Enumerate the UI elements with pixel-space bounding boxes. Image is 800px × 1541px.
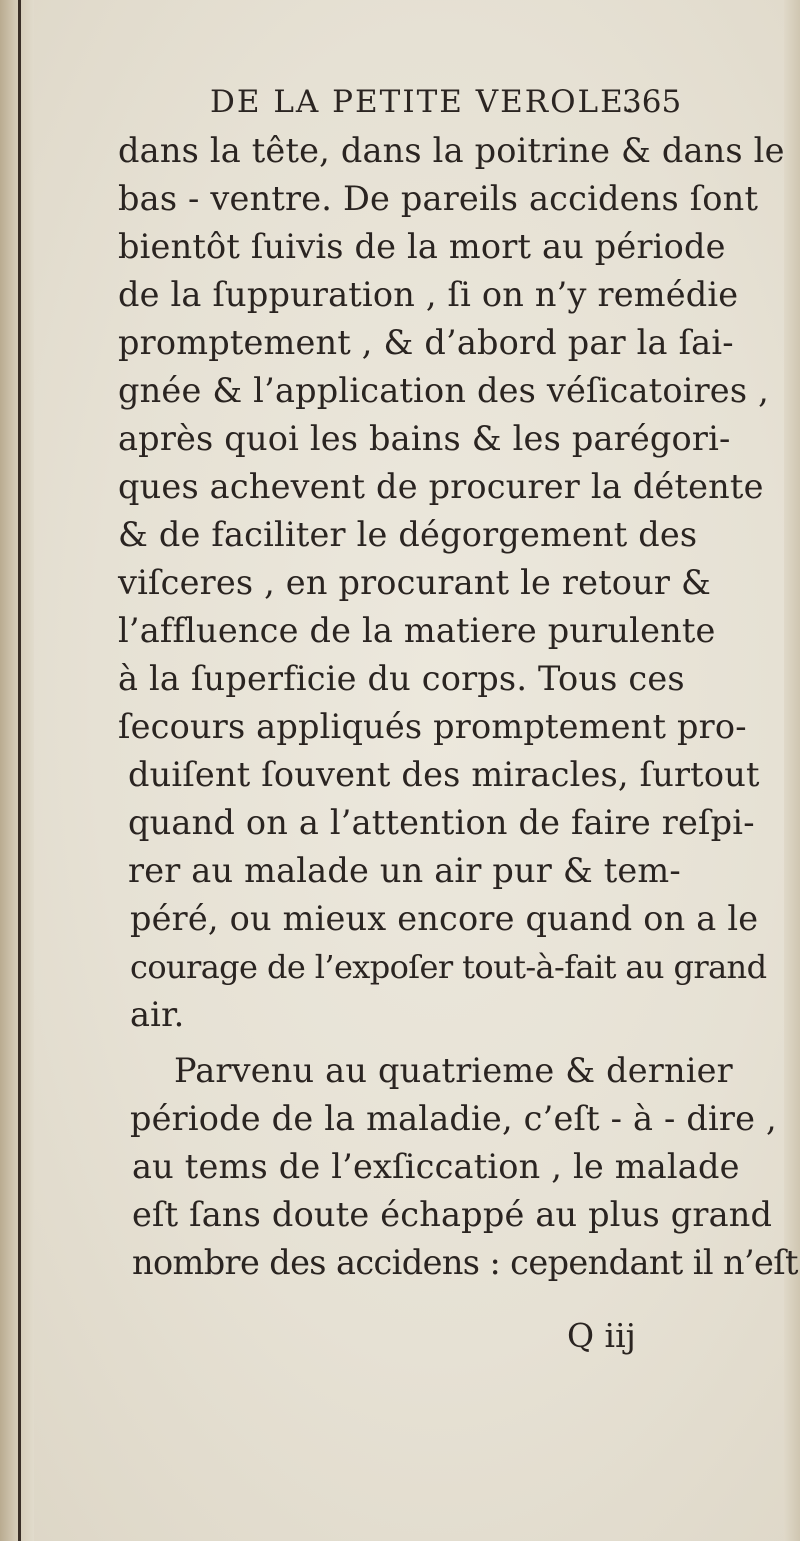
text-line: viſceres , en procurant le retour & — [118, 563, 712, 602]
text-line: au tems de l’exſiccation , le malade — [132, 1147, 740, 1186]
page-number: 365 — [622, 84, 682, 120]
text-line: bientôt ſuivis de la mort au période — [118, 227, 726, 266]
text-line: duiſent ſouvent des miracles, ſurtout — [128, 755, 760, 794]
page-right-edge — [784, 0, 800, 1541]
signature-mark: Q iij — [567, 1316, 636, 1355]
text-line: à la ſuperficie du corps. Tous ces — [118, 659, 685, 698]
text-line: eſt ſans doute échappé au plus grand — [132, 1195, 773, 1234]
text-line: période de la maladie, c’eſt - à - dire , — [130, 1099, 777, 1138]
text-line: l’affluence de la matiere purulente — [118, 611, 716, 650]
text-line: bas - ventre. De pareils accidens ſont — [118, 179, 759, 218]
text-line: & de faciliter le dégorgement des — [118, 515, 698, 554]
text-line: ques achevent de procurer la détente — [118, 467, 764, 506]
text-line: de la ſuppuration , ſi on n’y remédie — [118, 275, 739, 314]
binding-edge-line — [18, 0, 21, 1541]
text-line: air. — [130, 995, 185, 1034]
text-line: dans la tête, dans la poitrine & dans le — [118, 131, 785, 170]
text-line: Parvenu au quatrieme & dernier — [174, 1051, 733, 1090]
binding-shadow — [0, 0, 34, 1541]
text-line: péré, ou mieux encore quand on a le — [130, 899, 759, 938]
running-title: DE LA PETITE VEROLE. — [210, 84, 637, 120]
text-line: après quoi les bains & les parégori- — [118, 419, 731, 458]
text-line: courage de l’expoſer tout-à-fait au grand — [130, 948, 767, 986]
text-line: nombre des accidens : cependant il n’eſt — [132, 1243, 798, 1282]
text-line: ſecours appliqués promptement pro- — [118, 707, 747, 746]
text-line: quand on a l’attention de faire reſpi- — [128, 803, 755, 842]
text-line: promptement , & d’abord par la ſai- — [118, 323, 734, 362]
text-line: gnée & l’application des véſicatoires , — [118, 371, 769, 410]
text-line: rer au malade un air pur & tem- — [128, 851, 681, 890]
